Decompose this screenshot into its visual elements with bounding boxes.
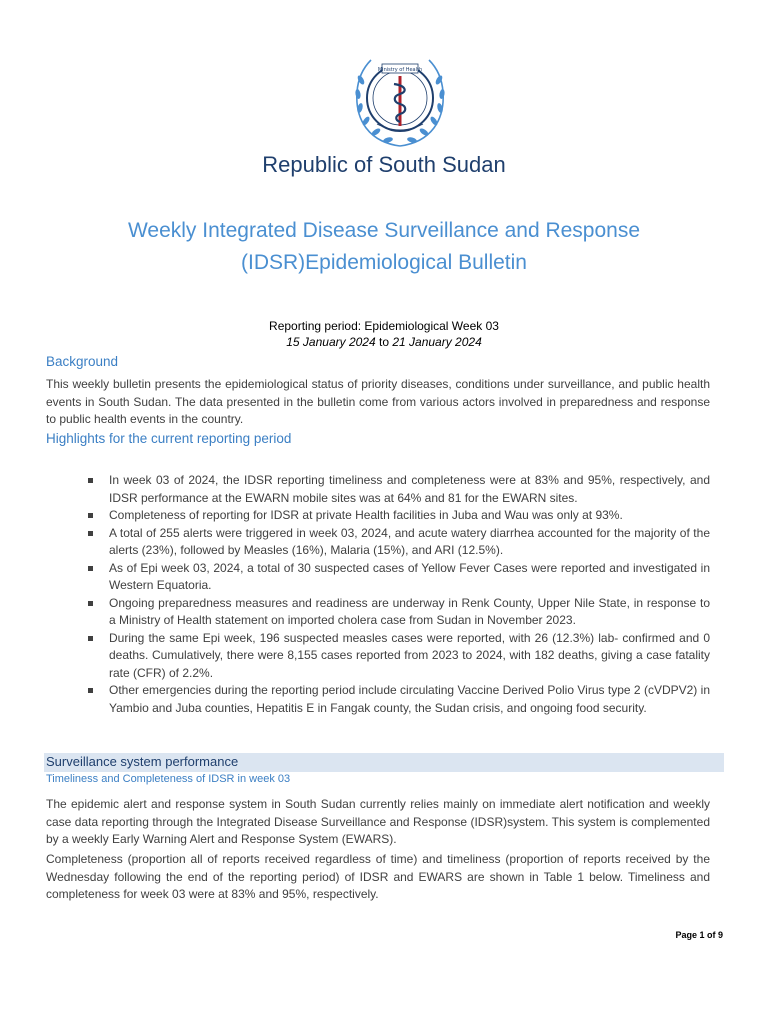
surveillance-section-title: Surveillance system performance bbox=[46, 754, 239, 769]
title-line-1: Weekly Integrated Disease Surveillance and Response bbox=[127, 219, 641, 242]
list-item: Other emergencies during the reporting period include circulating Vaccine Derived Polio Virus type 2 (cVDPV2) in Yambio and Juba counties, Hepatitis E in Fangak county, the Sudan crisis, and ongoing food security. bbox=[88, 682, 710, 717]
highlights-list bbox=[88, 472, 710, 717]
ministry-of-health-emblem-icon bbox=[349, 50, 451, 152]
bulletin-title bbox=[0, 215, 768, 279]
background-heading: Background bbox=[46, 354, 119, 369]
svg-text:Ministry of Health: Ministry of Health bbox=[377, 67, 423, 73]
reporting-period bbox=[0, 318, 768, 350]
page-number: Page 1 of 9 bbox=[675, 930, 723, 940]
highlights-heading: Highlights for the current reporting period bbox=[46, 431, 292, 446]
title-line-2: (IDSR)Epidemiological Bulletin bbox=[241, 251, 527, 274]
country-name: Republic of South Sudan bbox=[262, 152, 506, 177]
list-item: As of Epi week 03, 2024, a total of 30 suspected cases of Yellow Fever Cases were reported and investigated in Western Equatoria. bbox=[88, 560, 710, 595]
list-item: Completeness of reporting for IDSR at private Health facilities in Juba and Wau was only at 93%. bbox=[88, 507, 710, 525]
list-item: Ongoing preparedness measures and readiness are underway in Renk County, Upper Nile State, in response to a Ministry of Health statement on imported cholera case from Sudan in November 2023. bbox=[88, 595, 710, 630]
timeliness-subheading: Timeliness and Completeness of IDSR in week 03 bbox=[46, 773, 291, 785]
surveillance-paragraph-2: Completeness (proportion all of reports received regardless of time) and timeliness (proportion of reports received by the Wednesday following the end of the reporting period) of IDSR and EWARS are shown in Table 1 below. Timeliness and completeness for week 03 were at 83% and 95%, respectively. bbox=[46, 852, 710, 901]
reporting-period-label: Reporting period: Epidemiological Week 03 bbox=[269, 319, 499, 333]
surveillance-paragraph-1: The epidemic alert and response system in South Sudan currently relies mainly on immediate alert notification and weekly case data reporting through the Integrated Disease Surveillance and Response (IDSR)system. This system is complemented by a weekly Early Warning Alert and Response System (EWARS). bbox=[46, 797, 710, 846]
background-text: This weekly bulletin presents the epidemiological status of priority diseases, conditions under surveillance, and public health events in South Sudan. The data presented in the bulletin come from various actors involved in preparedness and response to public health events in the country. bbox=[46, 377, 710, 426]
reporting-period-dates: 15 January 2024 to 21 January 2024 bbox=[286, 335, 482, 349]
list-item: During the same Epi week, 196 suspected measles cases were reported, with 26 (12.3%) lab- confirmed and 0 deaths. Cumulatively, there were 8,155 cases reported from 2023 to 2024, with 182 deaths, giving a case fatality rate (CFR) of 2.2%. bbox=[88, 630, 710, 683]
surveillance-section-header bbox=[44, 753, 724, 772]
list-item: A total of 255 alerts were triggered in week 03, 2024, and acute watery diarrhea accounted for the majority of the alerts (23%), followed by Measles (16%), Malaria (15%), and ARI (12.5%). bbox=[88, 525, 710, 560]
list-item: In week 03 of 2024, the IDSR reporting timeliness and completeness were at 83% and 95%, respectively, and IDSR performance at the EWARN mobile sites was at 64% and 81 for the EWARN sites. bbox=[88, 472, 710, 507]
